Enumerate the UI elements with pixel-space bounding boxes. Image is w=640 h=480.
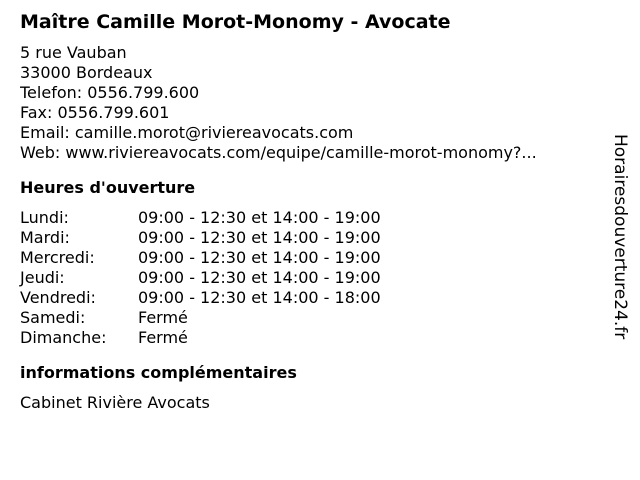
- hours-time: 09:00 - 12:30 et 14:00 - 19:00: [138, 248, 381, 267]
- hours-time: 09:00 - 12:30 et 14:00 - 19:00: [138, 268, 381, 287]
- hours-time: 09:00 - 12:30 et 14:00 - 18:00: [138, 288, 381, 307]
- email-link[interactable]: Email: camille.morot@riviereavocats.com: [20, 123, 354, 142]
- hours-time: Fermé: [138, 328, 188, 347]
- site-watermark: Horairesdouverture24.fr: [610, 134, 630, 340]
- phone-number[interactable]: Telefon: 0556.799.600: [20, 83, 200, 102]
- hours-row-lundi: [20, 208, 610, 228]
- fax-number: Fax: 0556.799.601: [20, 103, 170, 122]
- hours-day: Mercredi:: [20, 248, 95, 267]
- page-title: Maître Camille Morot-Monomy - Avocate: [20, 11, 451, 33]
- hours-row-samedi: [20, 308, 610, 328]
- hours-day: Dimanche:: [20, 328, 107, 347]
- info-heading: informations complémentaires: [20, 363, 297, 382]
- hours-time: Fermé: [138, 308, 188, 327]
- hours-day: Vendredi:: [20, 288, 96, 307]
- hours-day: Lundi:: [20, 208, 69, 227]
- hours-heading: Heures d'ouverture: [20, 178, 196, 197]
- opening-hours-list: [20, 208, 610, 348]
- address-city: 33000 Bordeaux: [20, 63, 153, 82]
- info-text: Cabinet Rivière Avocats: [20, 393, 210, 412]
- hours-time: 09:00 - 12:30 et 14:00 - 19:00: [138, 208, 381, 227]
- hours-row-jeudi: [20, 268, 610, 288]
- hours-day: Mardi:: [20, 228, 70, 247]
- hours-row-dimanche: [20, 328, 610, 348]
- hours-row-vendredi: [20, 288, 610, 308]
- hours-day: Jeudi:: [20, 268, 65, 287]
- hours-row-mardi: [20, 228, 610, 248]
- address-street: 5 rue Vauban: [20, 43, 127, 62]
- hours-time: 09:00 - 12:30 et 14:00 - 19:00: [138, 228, 381, 247]
- contact-block: [20, 43, 610, 163]
- website-link[interactable]: Web: www.riviereavocats.com/equipe/camille-morot-monomy?...: [20, 143, 537, 162]
- hours-row-mercredi: [20, 248, 610, 268]
- hours-day: Samedi:: [20, 308, 86, 327]
- business-card: [20, 0, 610, 413]
